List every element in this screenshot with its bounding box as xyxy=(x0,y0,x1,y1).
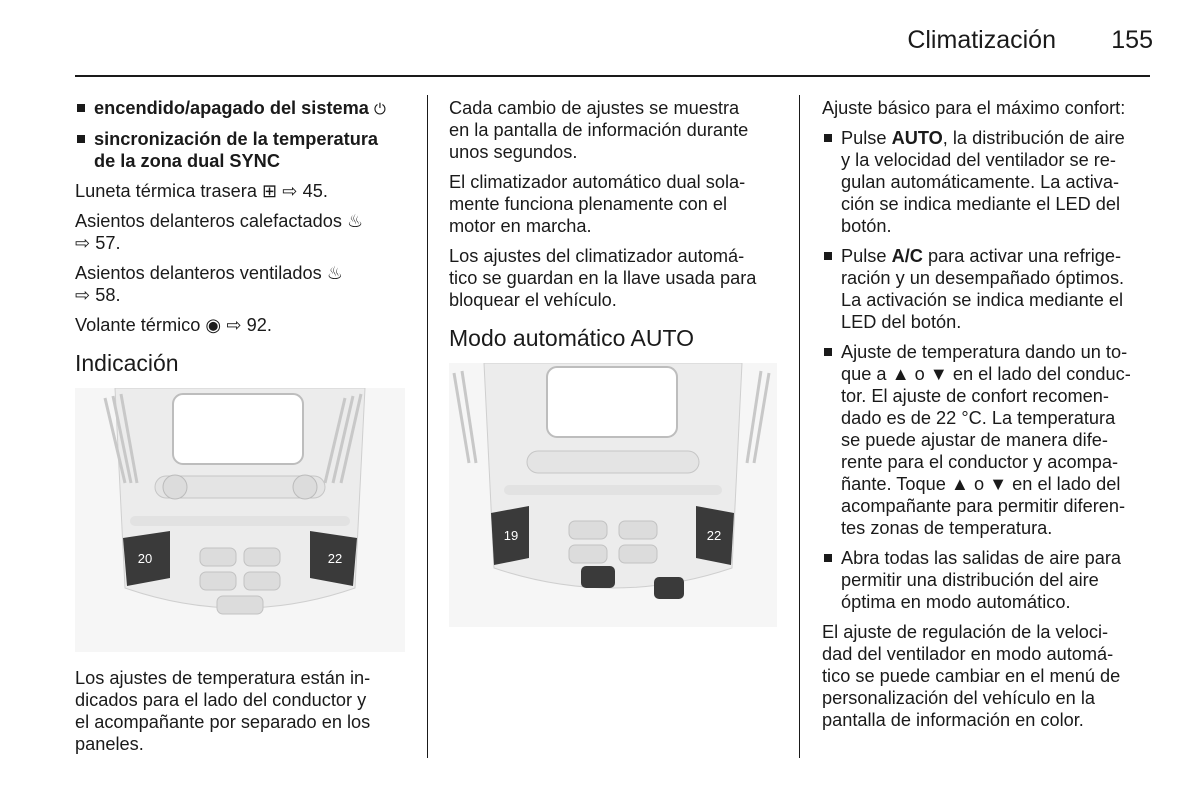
bullet-square xyxy=(77,135,85,143)
text-line: que a ▲ o ▼ en el lado del conduc- xyxy=(841,364,1131,384)
bullet-square xyxy=(824,252,832,260)
text-line: El ajuste de regulación de la veloci- xyxy=(822,622,1109,642)
climate-panel-auto-illustration xyxy=(449,363,777,627)
climate-panel-illustration xyxy=(75,388,405,652)
paragraph-rear-defrost: Luneta térmica trasera ⊞ ⇨ 45. xyxy=(75,181,328,201)
text-part: Pulse xyxy=(841,128,892,148)
column-3 xyxy=(822,97,1157,739)
paragraph-heated-seats xyxy=(75,210,410,254)
text-line: tico se puede cambiar en el menú de xyxy=(822,666,1121,686)
column-1 xyxy=(75,97,410,344)
text-line: motor en marcha. xyxy=(449,216,592,236)
page-number: 155 xyxy=(1111,26,1153,54)
ac-label: A/C xyxy=(891,246,923,266)
text-line: unos segundos. xyxy=(449,142,578,162)
heading-auto-mode: Modo automático AUTO xyxy=(449,325,695,351)
text-line: La activación se indica mediante el xyxy=(841,290,1124,310)
bullet-sync xyxy=(75,128,410,172)
paragraph-heated-wheel: Volante térmico ◉ ⇨ 92. xyxy=(75,315,272,335)
caption-line: el acompañante por separado en los xyxy=(75,712,371,732)
right-temp-label: 22 xyxy=(327,551,343,566)
paragraph-ventilated-seats xyxy=(75,262,410,306)
text-line: El climatizador automático dual sola- xyxy=(449,172,746,192)
text-line: personalización del vehículo en la xyxy=(822,688,1095,708)
text-line: Asientos delanteros calefactados ♨ xyxy=(75,211,364,231)
text-line: gulan automáticamente. La activa- xyxy=(841,172,1120,192)
paragraph-key-settings xyxy=(449,245,784,311)
text-line: ración y un desempañado óptimos. xyxy=(841,268,1125,288)
figure-climate-panel-auto xyxy=(449,363,777,627)
text-line: acompañante para permitir diferen- xyxy=(841,496,1126,516)
bullet-air-vents xyxy=(822,547,1157,613)
text-part: para activar una refrige- xyxy=(922,246,1122,266)
fan-button-highlight xyxy=(654,577,684,599)
column-divider-1 xyxy=(427,95,428,758)
header-rule xyxy=(75,75,1150,77)
page-header-title: Climatización xyxy=(907,26,1056,54)
power-icon: ⏻ xyxy=(373,100,386,118)
text-line: Cada cambio de ajustes se muestra xyxy=(449,98,740,118)
column-2 xyxy=(449,97,784,319)
text-line: en la pantalla de información durante xyxy=(449,120,749,140)
text-line: Ajuste de temperatura dando un to- xyxy=(841,342,1128,362)
text-line: Asientos delanteros ventilados ♨ xyxy=(75,263,344,283)
text-line: Los ajustes del climatizador automá- xyxy=(449,246,745,266)
figure-climate-panel-indication xyxy=(75,388,405,652)
column-divider-2 xyxy=(799,95,800,758)
bullet-ac xyxy=(822,245,1157,333)
bullet-text: encendido/apagado del sistema xyxy=(94,98,369,118)
right-temp-label: 22 xyxy=(706,528,722,543)
text-part: , la distribución de aire xyxy=(942,128,1125,148)
bullet-text-line: de la zona dual SYNC xyxy=(94,151,280,171)
auto-button-highlight xyxy=(581,566,615,588)
text-line: óptima en modo automático. xyxy=(841,592,1071,612)
heading-indicacion: Indicación xyxy=(75,350,179,376)
bullet-system-power xyxy=(75,97,410,120)
caption-line: dicados para el lado del conductor y xyxy=(75,690,367,710)
paragraph-engine-running xyxy=(449,171,784,237)
bullet-auto xyxy=(822,127,1157,237)
bullet-text-line: sincronización de la temperatura xyxy=(94,129,379,149)
text-line: tor. El ajuste de confort recomen- xyxy=(841,386,1109,406)
paragraph-display xyxy=(449,97,784,163)
text-line: ñante. Toque ▲ o ▼ en el lado del xyxy=(841,474,1121,494)
bullet-temperature xyxy=(822,341,1157,539)
caption-line: Los ajustes de temperatura están in- xyxy=(75,668,371,688)
left-temp-label: 20 xyxy=(137,551,153,566)
text-line: LED del botón. xyxy=(841,312,962,332)
bullet-square xyxy=(824,348,832,356)
text-line: Abra todas las salidas de aire para xyxy=(841,548,1122,568)
left-temp-label: 19 xyxy=(503,528,519,543)
text-line: botón. xyxy=(841,216,892,236)
text-line: pantalla de información en color. xyxy=(822,710,1084,730)
caption-line: paneles. xyxy=(75,734,144,754)
auto-label: AUTO xyxy=(891,128,943,148)
text-line: dad del ventilador en modo automá- xyxy=(822,644,1114,664)
paragraph-fan-setting xyxy=(822,621,1157,731)
text-line: dado es de 22 °C. La temperatura xyxy=(841,408,1116,428)
text-line: ⇨ 57. xyxy=(75,233,121,253)
caption-figure-1 xyxy=(75,667,415,755)
text-line: rente para el conductor y acompa- xyxy=(841,452,1119,472)
text-line: se puede ajustar de manera dife- xyxy=(841,430,1108,450)
text-line: bloquear el vehículo. xyxy=(449,290,617,310)
text-line: ción se indica mediante el LED del xyxy=(841,194,1121,214)
bullet-square xyxy=(824,554,832,562)
text-line: tes zonas de temperatura. xyxy=(841,518,1053,538)
text-line: permitir una distribución del aire xyxy=(841,570,1099,590)
bullet-square xyxy=(824,134,832,142)
text-part: Pulse xyxy=(841,246,892,266)
paragraph-intro: Ajuste básico para el máximo confort: xyxy=(822,98,1126,118)
text-line: y la velocidad del ventilador se re- xyxy=(841,150,1116,170)
text-line: mente funciona plenamente con el xyxy=(449,194,728,214)
bullet-square xyxy=(77,104,85,112)
text-line: ⇨ 58. xyxy=(75,285,121,305)
text-line: tico se guardan en la llave usada para xyxy=(449,268,757,288)
